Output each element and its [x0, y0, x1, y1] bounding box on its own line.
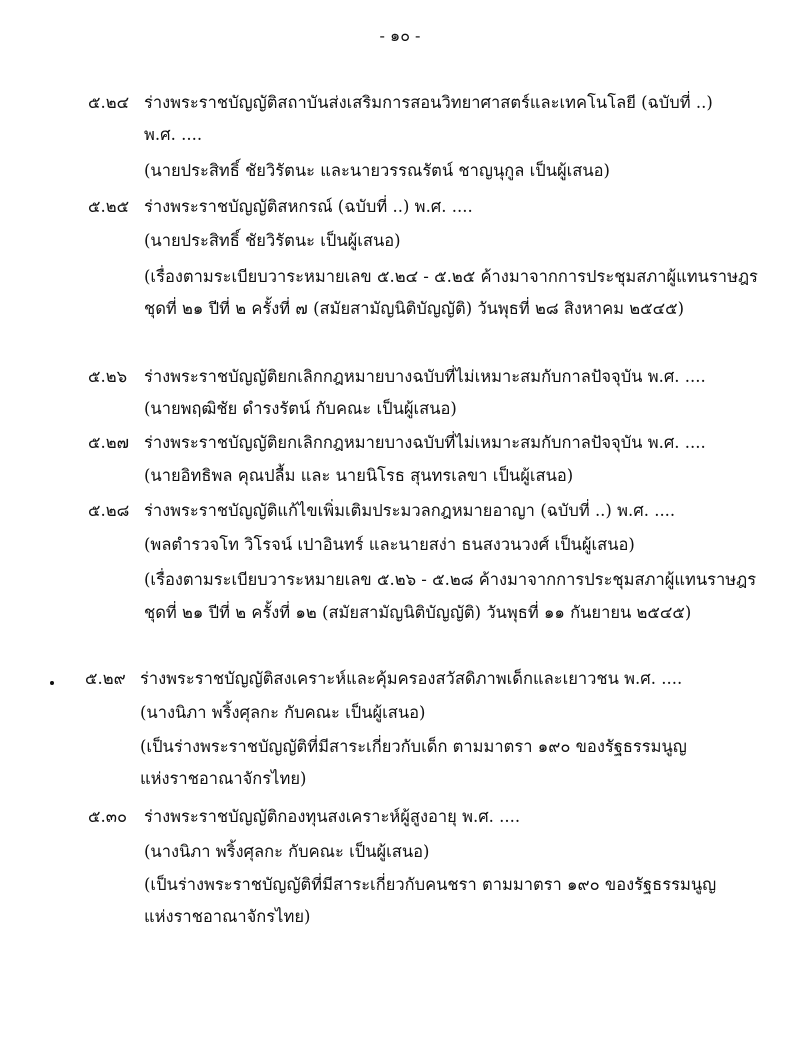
item-line: (นายพฤฒิชัย ดำรงรัตน์ กับคณะ เป็นผู้เสนอ) [144, 399, 457, 418]
item-line: (นางนิภา พริ้งศุลกะ กับคณะ เป็นผู้เสนอ) [140, 703, 426, 722]
item-number: ๕.๒๗ [88, 433, 130, 452]
page-number: - ๑๐ - [379, 26, 421, 45]
item-line: (นายประสิทธิ์ ชัยวิรัตนะ และนายวรรณรัตน์ ชาญนุกูล เป็นผู้เสนอ) [144, 161, 610, 180]
item-number: ๕.๒๖ [88, 367, 128, 386]
item-line: (นายอิทธิพล คุณปลื้ม และ นายนิโรธ สุนทรเลขา เป็นผู้เสนอ) [144, 466, 574, 485]
item-line: ร่างพระราชบัญญัติกองทุนสงเคราะห์ผู้สูงอายุ พ.ศ. .... [144, 807, 521, 826]
item-number: ๕.๒๙ [85, 669, 126, 688]
item-line: (นายประสิทธิ์ ชัยวิรัตนะ เป็นผู้เสนอ) [144, 231, 401, 250]
item-number: ๕.๒๘ [88, 501, 130, 520]
stray-mark [50, 681, 54, 685]
item-line: ชุดที่ ๒๑ ปีที่ ๒ ครั้งที่ ๗ (สมัยสามัญนิติบัญญัติ) วันพุธที่ ๒๘ สิงหาคม ๒๕๔๕) [144, 299, 685, 318]
item-line: (นางนิภา พริ้งศุลกะ กับคณะ เป็นผู้เสนอ) [144, 842, 430, 861]
item-number: ๕.๒๕ [88, 197, 130, 216]
item-number: ๕.๒๔ [88, 93, 130, 112]
item-line: ร่างพระราชบัญญัติสงเคราะห์และคุ้มครองสวัสดิภาพเด็กและเยาวชน พ.ศ. .... [140, 669, 683, 688]
item-line: (เรื่องตามระเบียบวาระหมายเลข ๕.๒๖ - ๕.๒๘ ค้างมาจากการประชุมสภาผู้แทนราษฎร [144, 570, 757, 589]
item-line: แห่งราชอาณาจักรไทย) [144, 907, 311, 926]
item-line: (เรื่องตามระเบียบวาระหมายเลข ๕.๒๔ - ๕.๒๕ ค้างมาจากการประชุมสภาผู้แทนราษฎร [144, 267, 758, 286]
item-line: พ.ศ. .... [144, 125, 203, 144]
item-line: แห่งราชอาณาจักรไทย) [140, 769, 307, 788]
item-line: ร่างพระราชบัญญัติสหกรณ์ (ฉบับที่ ..) พ.ศ. .... [144, 197, 473, 216]
item-line: ร่างพระราชบัญญัติสถาบันส่งเสริมการสอนวิทยาศาสตร์และเทคโนโลยี (ฉบับที่ ..) [144, 93, 713, 112]
item-line: ชุดที่ ๒๑ ปีที่ ๒ ครั้งที่ ๑๒ (สมัยสามัญนิติบัญญัติ) วันพุธที่ ๑๑ กันยายน ๒๕๔๕) [144, 603, 692, 622]
item-line: ร่างพระราชบัญญัติแก้ไขเพิ่มเติมประมวลกฎหมายอาญา (ฉบับที่ ..) พ.ศ. .... [144, 501, 676, 520]
item-line: (เป็นร่างพระราชบัญญัติที่มีสาระเกี่ยวกับเด็ก ตามมาตรา ๑๙๐ ของรัฐธรรมนูญ [140, 737, 687, 756]
item-line: (เป็นร่างพระราชบัญญัติที่มีสาระเกี่ยวกับคนชรา ตามมาตรา ๑๙๐ ของรัฐธรรมนูญ [144, 875, 717, 894]
item-line: (พลตำรวจโท วิโรจน์ เปาอินทร์ และนายสง่า ธนสงวนวงศ์ เป็นผู้เสนอ) [144, 535, 635, 554]
item-line: ร่างพระราชบัญญัติยกเลิกกฎหมายบางฉบับที่ไม่เหมาะสมกับกาลปัจจุบัน พ.ศ. .... [144, 367, 706, 386]
item-line: ร่างพระราชบัญญัติยกเลิกกฎหมายบางฉบับที่ไม่เหมาะสมกับกาลปัจจุบัน พ.ศ. .... [144, 433, 706, 452]
item-number: ๕.๓๐ [88, 807, 128, 826]
